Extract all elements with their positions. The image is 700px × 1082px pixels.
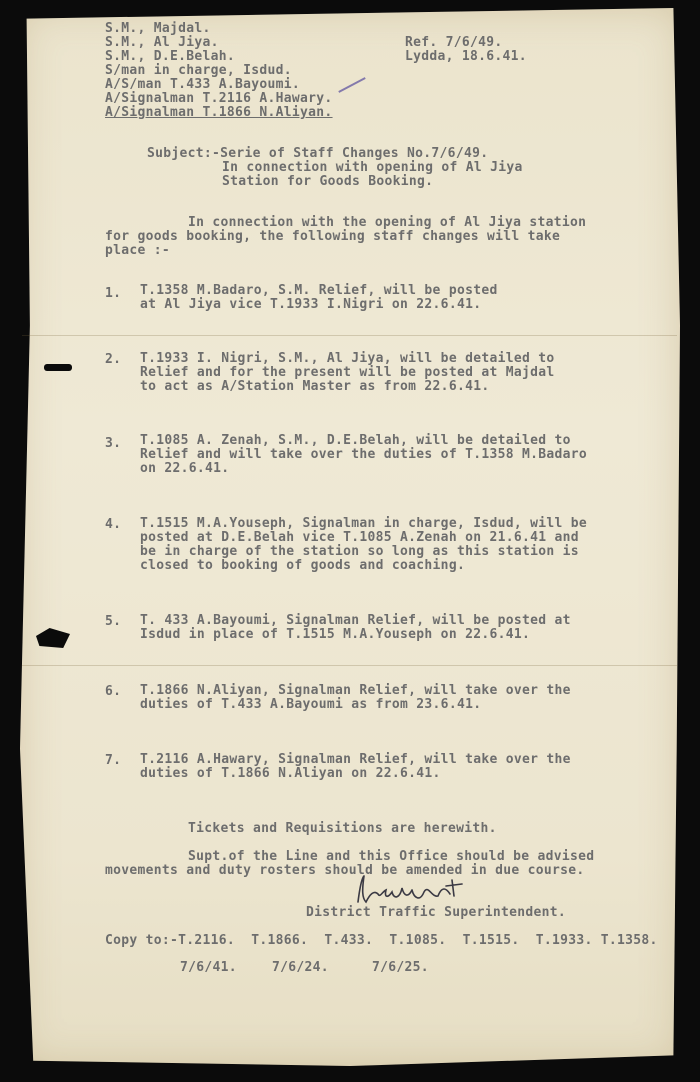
file-ref: 7/6/41.	[180, 960, 237, 975]
subject-line: Subject:-Serie of Staff Changes No.7/6/49.	[147, 146, 489, 161]
closing-line: Supt.of the Line and this Office should be advised	[188, 849, 595, 864]
intro-line: for goods booking, the following staff changes will take	[105, 229, 561, 244]
intro-line: place :-	[105, 243, 171, 258]
item-line: duties of T.433 A.Bayoumi as from 23.6.41.	[140, 697, 482, 712]
recipient: S.M., Majdal.	[105, 21, 211, 36]
item-line: T.1358 M.Badaro, S.M. Relief, will be posted	[140, 283, 498, 298]
item-number: 6.	[105, 684, 122, 699]
item-line: T. 433 A.Bayoumi, Signalman Relief, will be posted at	[140, 613, 571, 628]
item-number: 3.	[105, 436, 122, 451]
recipient: A/S/man T.433 A.Bayoumi.	[105, 77, 301, 92]
reference-number: Ref. 7/6/49.	[405, 35, 503, 50]
item-number: 1.	[105, 286, 122, 301]
item-line: at Al Jiya vice T.1933 I.Nigri on 22.6.41.	[140, 297, 482, 312]
item-number: 7.	[105, 753, 122, 768]
item-line: duties of T.1866 N.Aliyan on 22.6.41.	[140, 766, 441, 781]
closing-line: movements and duty rosters should be amended in due course.	[105, 863, 585, 878]
item-line: on 22.6.41.	[140, 461, 230, 476]
file-ref: 7/6/24.	[272, 960, 329, 975]
item-line: Isdud in place of T.1515 M.A.Youseph on 22.6.41.	[140, 627, 531, 642]
item-line: Relief and will take over the duties of T.1358 M.Badaro	[140, 447, 587, 462]
item-line: closed to booking of goods and coaching.	[140, 558, 466, 573]
recipient: A/Signalman T.2116 A.Hawary.	[105, 91, 333, 106]
copy-to: Copy to:-T.2116. T.1866. T.433. T.1085. T.1515. T.1933. T.1358.	[105, 933, 658, 948]
item-line: T.1866 N.Aliyan, Signalman Relief, will take over the	[140, 683, 571, 698]
item-line: T.1933 I. Nigri, S.M., Al Jiya, will be detailed to	[140, 351, 555, 366]
item-line: be in charge of the station so long as this station is	[140, 544, 579, 559]
place-date: Lydda, 18.6.41.	[405, 49, 527, 64]
item-line: T.1085 A. Zenah, S.M., D.E.Belah, will be detailed to	[140, 433, 571, 448]
closing-line: Tickets and Requisitions are herewith.	[188, 821, 497, 836]
fold-line	[22, 335, 677, 336]
item-number: 4.	[105, 517, 122, 532]
file-ref: 7/6/25.	[372, 960, 429, 975]
item-line: T.2116 A.Hawary, Signalman Relief, will take over the	[140, 752, 571, 767]
item-line: Relief and for the present will be posted at Majdal	[140, 365, 555, 380]
recipient: A/Signalman T.1866 N.Aliyan.	[105, 105, 333, 120]
intro-line: In connection with the opening of Al Jiya station	[188, 215, 587, 230]
signature-title: District Traffic Superintendent.	[306, 905, 567, 920]
subject-line: In connection with opening of Al Jiya	[222, 160, 523, 175]
subject-line: Station for Goods Booking.	[222, 174, 434, 189]
item-number: 5.	[105, 614, 122, 629]
recipient: S.M., D.E.Belah.	[105, 49, 236, 64]
item-line: to act as A/Station Master as from 22.6.41.	[140, 379, 490, 394]
item-line: posted at D.E.Belah vice T.1085 A.Zenah on 21.6.41 and	[140, 530, 579, 545]
fold-line	[22, 665, 677, 666]
recipient: S.M., Al Jiya.	[105, 35, 219, 50]
item-line: T.1515 M.A.Youseph, Signalman in charge, Isdud, will be	[140, 516, 587, 531]
punch-hole	[44, 364, 72, 371]
item-number: 2.	[105, 352, 122, 367]
recipient: S/man in charge, Isdud.	[105, 63, 292, 78]
